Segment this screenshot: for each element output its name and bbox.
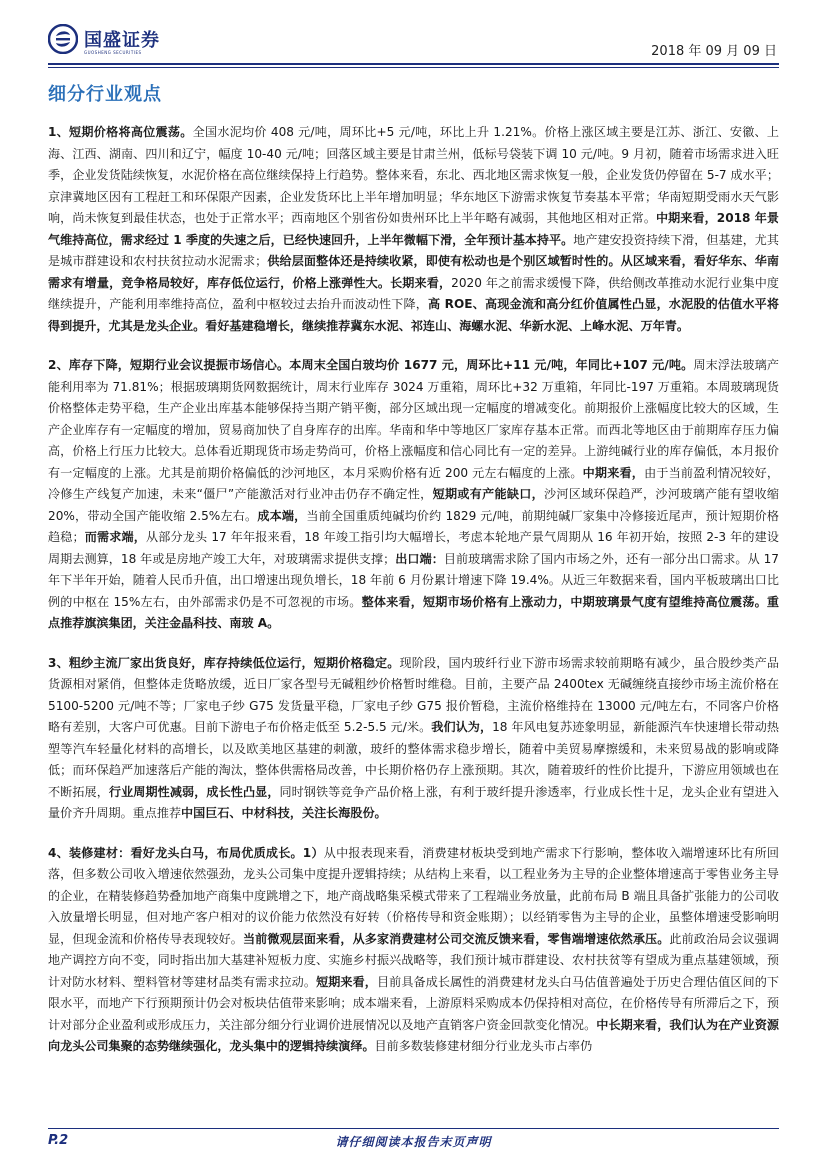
section-title: 细分行业观点 bbox=[48, 84, 162, 105]
emphasis-text: 中国巨石、中材科技，关注长海股份。 bbox=[181, 806, 387, 820]
body-text: 2020 年之前需求缓慢下降，供给侧改革推动水泥行业集中度继续提升，产能利用率维持高位，盈利中枢较过去抬升而波动性下降， bbox=[48, 275, 779, 311]
emphasis-text: 我们认为， bbox=[431, 720, 493, 734]
logo-text: 国盛证券 bbox=[84, 30, 160, 51]
emphasis-text: 当前微观层面来看，从多家消费建材公司交流反馈来看，零售端增速依然承压。 bbox=[242, 931, 670, 946]
body-paragraph bbox=[48, 843, 779, 1058]
body-text: 沙河区域环保趋严，沙河玻璃产能有望收缩 20%，带动全国产能收缩 2.5%左右。 bbox=[48, 487, 779, 523]
emphasis-text: 而需求端， bbox=[84, 530, 147, 544]
body-paragraph bbox=[48, 653, 779, 825]
emphasis-text: 4、装修建材：看好龙头白马，布局优质成长。1） bbox=[48, 845, 324, 860]
emphasis-text: 出口端： bbox=[395, 551, 444, 566]
emphasis-text: 中长期来看，我们认为在产业资源向龙头公司集聚的态势继续强化，龙头集中的逻辑持续演绎。 bbox=[48, 1017, 779, 1053]
emphasis-text: 3、粗纱主流厂家出货良好，库存持续低位运行，短期价格稳定。 bbox=[48, 655, 400, 670]
emphasis-text: 中期来看，2018 年景气维持高位，需求经过 1 季度的失速之后，已经快速回升，上半年微幅下滑，全年预计基本持平。 bbox=[48, 211, 779, 247]
body-paragraph bbox=[48, 122, 779, 337]
body-text: 地产建安投资持续下滑，但基建，尤其是城市群建设和农村扶贫拉动水泥需求； bbox=[48, 232, 779, 268]
logo-english-text: GUOSHENG SECURITIES bbox=[84, 50, 142, 55]
emphasis-text: 行业周期性减弱，成长性凸显， bbox=[108, 784, 280, 799]
emphasis-text: 1、短期价格将高位震荡。 bbox=[48, 125, 193, 139]
footer-divider bbox=[48, 1128, 779, 1129]
logo-mark-icon bbox=[48, 24, 78, 54]
emphasis-text: 中期来看， bbox=[582, 465, 645, 480]
body-text: 目前玻璃需求除了国内市场之外，还有一部分出口需求。从 17 年下半年开始，随着人民币升值，出口增速出现负增长，18 年前 6 月份累计增速下降 19.4%。从近三年数据来看，国内平板玻璃出口比例的中枢在 15%左右，由外部需求仍是不可忽视的市场。 bbox=[48, 551, 779, 609]
body-text: 当前全国重质纯碱均价约 1829 元/吨，前期纯碱厂家集中冷修接近尾声，预计短期价格趋稳； bbox=[48, 508, 779, 544]
emphasis-text: 成本端， bbox=[257, 508, 307, 523]
emphasis-text: 整体来看，短期市场价格有上涨动力，中期玻璃景气度有望维持高位震荡。重点推荐旗滨集团，关注金晶科技、南玻 A。 bbox=[48, 594, 779, 630]
emphasis-text: 高 ROE、高现金流和高分红价值属性凸显，水泥股的估值水平将得到提升，尤其是龙头企业。看好基建稳增长，继续推荐冀东水泥、祁连山、海螺水泥、华新水泥、上峰水泥、万年青。 bbox=[48, 297, 779, 333]
company-logo bbox=[48, 24, 198, 60]
body-text: 周末浮法玻璃产能利用率为 71.81%；根据玻璃期货网数据统计，周末行业库存 3024 万重箱，周环比+32 万重箱，年同比-197 万重箱。本周玻璃现货价格整体走势平稳，生产企业出库基本能够保持当期产销平衡，部分区域出现一定幅度的增减变化。前期报价上涨幅度比较大的区域，生产企业库存有一定幅度的增加，贸易商加快了自身库存的出库。华南和华中等地区厂家库存基本正常。而西北等地区由于前期库存压力偏高，价格上行压力比较大。总体看近期现货市场走势尚可，价格上涨幅度和信心同比有一定的差异。上游纯碱行业的库存偏低，本月报价有一定幅度的上涨。尤其是前期价格偏低的沙河地区，本月采购价格有近 200 元左右幅度的上涨。 bbox=[48, 358, 779, 480]
body-text: 从部分龙头 17 年年报来看，18 年竣工指引均大幅增长，考虑本轮地产景气周期从 16 年初开始，按照 2-3 年的建设周期去测算，18 年或是房地产竣工大年，对玻璃需求提供支撑； bbox=[48, 530, 779, 566]
emphasis-text: 供给层面整体还是持续收紧，即使有松动也是个别区域暂时性的。从区域来看，看好华东、华南需求有增量，竞争格局较好，库存低位运行，价格上涨弹性大。长期来看， bbox=[48, 254, 779, 290]
body-text: 此前政治局会议强调地产调控方向不变，同时指出加大基建补短板力度、实施乡村振兴战略等，我们预计城市群建设、农村扶贫等有望成为重点基建领域，预计对防水材料、塑料管材等建材品类有需求拉动。 bbox=[48, 931, 779, 989]
body-text: 现阶段，国内玻纤行业下游市场需求较前期略有减少，虽合股纱类产品货源相对紧俏，但整体走货略放缓，近日厂家各型号无碱粗纱价格暂时维稳。目前，主要产品 2400tex 无碱缠绕直接纱市场主流价格在 5100-5200 元/吨不等；厂家电子纱 G75 发货量平稳，厂家电子纱 G75 报价暂稳，主流价格维持在 13000 元/吨左右，不同客户价格略有差别，大客户可优惠。目前下游电子布价格走低至 5.2-5.5 元/米。 bbox=[48, 655, 779, 734]
emphasis-text: 2、库存下降，短期行业会议提振市场信心。本周末全国白玻均价 1677 元，周环比+11 元/吨，年同比+107 元/吨。 bbox=[48, 358, 694, 372]
body-text: 目前多数装修建材细分行业龙头市占率仍 bbox=[374, 1039, 593, 1053]
footer-disclaimer: 请仔细阅读本报告末页声明 bbox=[335, 1135, 492, 1149]
report-header bbox=[0, 0, 827, 72]
body-text: 18 年风电复苏迹象明显，新能源汽车快速增长带动热塑等汽车轻量化材料的高增长，以及欧美地区基建的刺激，玻纤的整体需求稳步增长，随着中美贸易摩擦缓和，未来贸易战的影响或降低；而环保趋严加速落后产能的淘汰，整体供需格局改善，中长期价格仍存上涨预期。其次，随着玻纤的性价比提升，下游应用领域也在不断拓展， bbox=[48, 720, 779, 799]
body-text: 同时钢铁等竞争产品价格上涨，有利于玻纤提升渗透率，行业成长性十足，龙头企业有望进入量价齐升周期。重点推荐 bbox=[48, 784, 779, 820]
emphasis-text: 短期或有产能缺口， bbox=[432, 487, 544, 501]
header-divider bbox=[48, 63, 779, 65]
body-text: 由于当前盈利情况较好，冷修生产线复产加速，未来“僵尸”产能激活对行业冲击仍存不确定性， bbox=[48, 465, 779, 501]
body-text: 从中报表现来看，消费建材板块受到地产需求下行影响，整体收入端增速环比有所回落，但多数公司收入增速依然强劲，龙头公司集中度提升逻辑持续；从结构上来看，以工程业务为主导的企业整体增速高于零售业务主导的企业，在精装修趋势叠加地产商集中度跳增之下，地产商战略集采模式带来了工程端业务放量，此前布局 B 端且具备扩张能力的公司收入放量增长明显，但对地产客户相对的议价能力依然没有好转（价格传导和资金账期）；以经销零售为主导的企业，虽整体增速受影响明显，但现金流和价格传导表现较好。 bbox=[48, 845, 779, 946]
body-paragraph bbox=[48, 355, 779, 635]
body-text: 目前具备成长属性的消费建材龙头白马估值普遍处于历史合理估值区间的下限水平，而地产下行预期预计仍会对板块估值带来影响；成本端来看，上游原料采购成本仍保持相对高位，在价格传导有所滞后之下，预计对部分企业盈利或形成压力，关注部分细分行业调价进展情况以及地产直销客户资金回款变化情况。 bbox=[48, 974, 779, 1032]
body-text: 全国水泥均价 408 元/吨，周环比+5 元/吨，环比上升 1.21%。价格上涨区域主要是江苏、浙江、安徽、上海、江西、湖南、四川和辽宁，幅度 10-40 元/吨；回落区域主要是甘肃兰州，低标号袋装下调 10 元/吨。9 月初，随着市场需求进入旺季，企业发货陆续恢复，水泥价格在高位继续保持上行趋势。整体来看，东北、西北地区需求恢复一般，企业发货仍停留在 5-7 成水平；京津冀地区因有工程赶工和环保限产因素，企业发货环比上半年增加明显；华东地区下游需求恢复节奏基本平常；华南短期受雨水天气影响，尚未恢复到最佳状态，也处于正常水平；西南地区个别省份如贵州环比上半年略有减弱，其他地区相对正常。 bbox=[48, 125, 780, 225]
page-number: P.2 bbox=[48, 1133, 69, 1148]
header-divider-thin bbox=[48, 67, 779, 68]
report-date: 2018 年 09 月 09 日 bbox=[651, 44, 777, 59]
emphasis-text: 短期来看， bbox=[316, 974, 377, 989]
report-body bbox=[48, 122, 779, 1076]
